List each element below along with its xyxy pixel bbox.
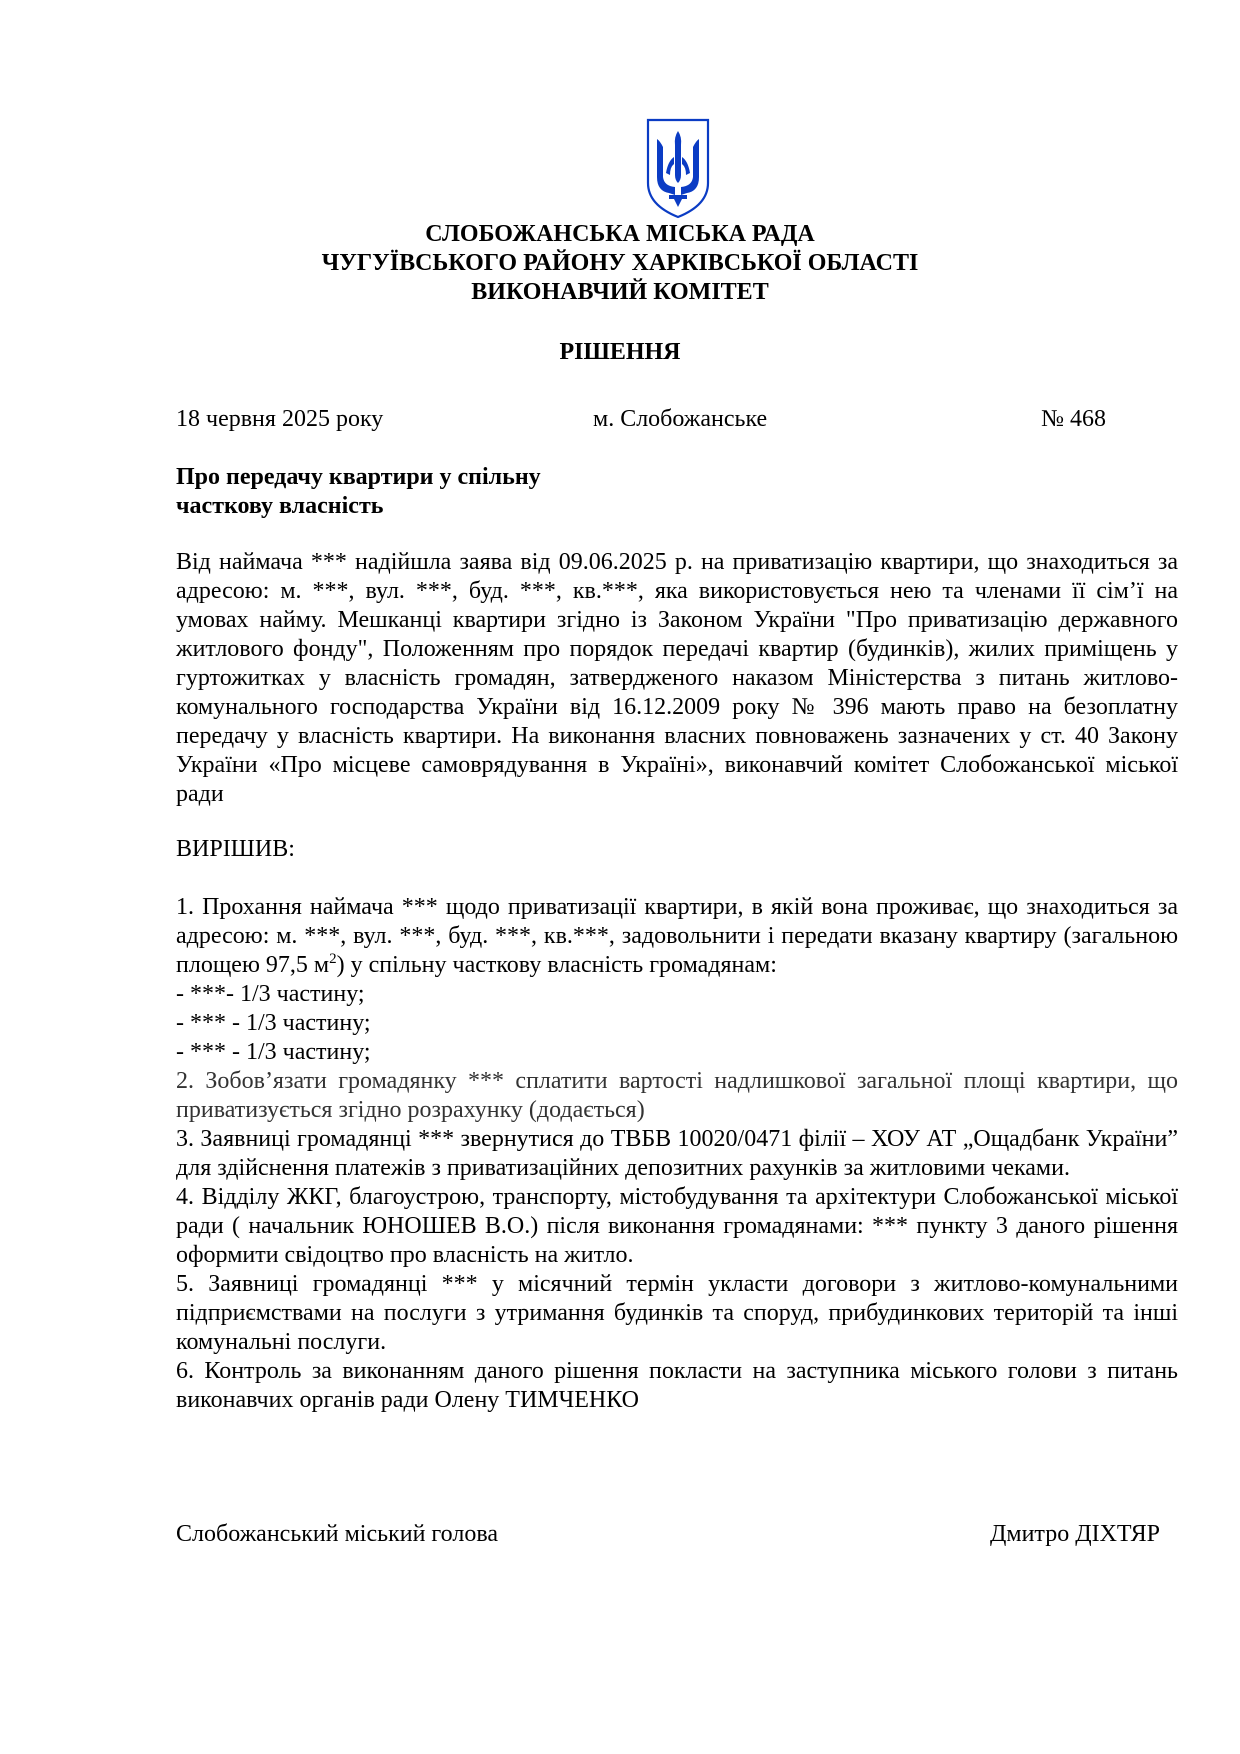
header-line-district: ЧУГУЇВСЬКОГО РАЙОНУ ХАРКІВСЬКОЇ ОБЛАСТІ	[321, 250, 919, 276]
share-item-1: - ***- 1/3 частину;	[176, 981, 365, 1007]
decision-number: № 468	[1041, 406, 1106, 432]
signatory-name: Дмитро ДІХТЯР	[990, 1521, 1160, 1547]
resolution-item-6: 6. Контроль за виконанням даного рішення покласти на заступника міського голови з питань виконавчих органів ради Олену ТИМЧЕНКО	[176, 1358, 1178, 1413]
resolution-item-5: 5. Заявниці громадянці *** у місячний термін укласти договори з житлово-комунальними підприємствами на послуги з утримання будинків та споруд, прибудинкових територій та інші комунальні послуги.	[176, 1271, 1178, 1355]
share-item-3: - *** - 1/3 частину;	[176, 1039, 371, 1065]
resolution-item-4: 4. Відділу ЖКГ, благоустрою, транспорту, містобудування та архітектури Слобожанської міської ради ( начальник ЮНОШЕВ В.О.) після виконання громадянами: *** пункту 3 даного рішення оформити свідоцтво про власність на житло.	[176, 1184, 1178, 1268]
signatory-position: Слобожанський міський голова	[176, 1521, 498, 1547]
dateline	[176, 405, 1106, 435]
decision-date: 18 червня 2025 року	[176, 406, 384, 432]
subject-line-2: часткову власність	[176, 493, 384, 519]
coat-of-arms-icon	[644, 117, 712, 220]
resolution-item-3: 3. Заявниці громадянці *** звернутися до ТВБВ 10020/0471 філії – ХОУ АТ „Ощадбанк України” для здійснення платежів з приватизаційних депозитних рахунків за житловими чеками.	[176, 1126, 1178, 1181]
item-1-text-end: ) у спільну часткову власність громадянам:	[336, 952, 777, 978]
resolution-item-1	[176, 893, 1178, 980]
resolution-item-2: 2. Зобов’язати громадянку *** сплатити вартості надлишкової загальної площі квартири, що приватизується згідно розрахунку (додається)	[176, 1068, 1178, 1123]
item-1-superscript: 2	[329, 951, 337, 967]
decision-title: РІШЕННЯ	[559, 339, 681, 365]
decision-subject	[176, 463, 676, 521]
council-header	[0, 220, 1240, 307]
share-item-2: - *** - 1/3 частину;	[176, 1010, 371, 1036]
resolved-heading: ВИРІШИВ:	[176, 836, 295, 862]
decision-city: м. Слобожанське	[593, 406, 768, 432]
item-1-text: 1. Прохання наймача *** щодо приватизації квартири, в якій вона проживає, що знаходиться за адресою: м. ***, вул. ***, буд. ***, кв.***, задовольнити і передати вказану квартиру (загальною площею 97,5 м	[176, 894, 1178, 978]
subject-line-1: Про передачу квартири у спільну	[176, 464, 541, 490]
intro-paragraph: Від наймача *** надійшла заява від 09.06.2025 р. на приватизацію квартири, що знаходиться за адресою: м. ***, вул. ***, буд. ***, кв.***, яка використовується нею та членами її сім’ї на умовах найму. Мешканці квартири згідно із Законом України "Про приватизацію державного житлового фонду", Положенням про порядок передачі квартир (будинків), жилих приміщень у гуртожитках у власність громадян, затвердженого наказом Міністерства з питань житлово-комунального господарства України від 16.12.2009 року № 396 мають право на безоплатну передачу у власність квартири. На виконання власних повноважень зазначених у ст. 40 Закону України «Про місцеве самоврядування в Україні», виконавчий комітет Слобожанської міської ради	[176, 549, 1178, 807]
signature-block	[176, 1520, 1160, 1550]
header-line-council: СЛОБОЖАНСЬКА МІСЬКА РАДА	[425, 221, 815, 247]
resolution-items	[176, 893, 1178, 1415]
header-line-committee: ВИКОНАВЧИЙ КОМІТЕТ	[471, 279, 769, 305]
